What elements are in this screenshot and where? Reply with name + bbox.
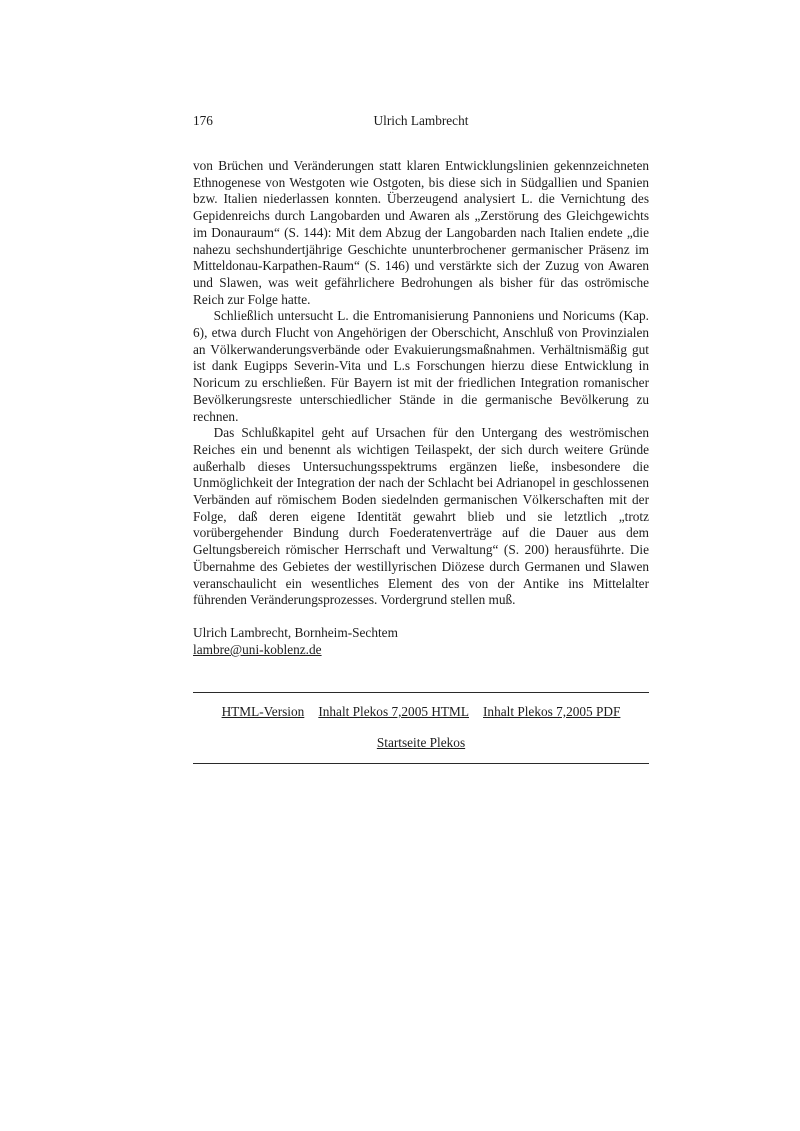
document-page <box>193 113 649 764</box>
nav-link-inhalt-pdf[interactable]: Inhalt Plekos 7,2005 PDF <box>483 703 621 719</box>
nav-link-inhalt-html[interactable]: Inhalt Plekos 7,2005 HTML <box>318 703 469 719</box>
email-line <box>193 641 649 658</box>
running-title: Ulrich Lambrecht <box>373 113 469 128</box>
body-paragraph: Schließlich untersucht L. die Entromanisierung Pannoniens und Noricums (Kap. 6), etwa durch Flucht von Angehörigen der Oberschicht, Anschluß von Provinzialen an Völkerwanderungsverbände oder Evakuierungsmaßnahmen. Verhältnismäßig gut ist dank Eugipps Severin-Vita und L.s Forschungen hierzu diese Entwicklung in Noricum zu erschließen. Für Bayern ist mit der friedlichen Integration romanischer Bevölkerungsreste unterschiedlicher Stände in die germanische Bevölkerung zu rechnen. <box>193 308 649 424</box>
email-link[interactable]: lambre@uni-koblenz.de <box>193 641 322 657</box>
page-number: 176 <box>193 113 213 128</box>
divider-bottom <box>193 763 649 764</box>
review-body <box>193 158 649 609</box>
page-header <box>193 113 649 129</box>
author-signature <box>193 624 649 658</box>
footer-home <box>193 734 649 751</box>
footer-nav <box>193 703 649 720</box>
divider-top <box>193 692 649 693</box>
body-paragraph: Das Schlußkapitel geht auf Ursachen für den Untergang des weströmischen Reiches ein und benennt als wichtigen Teilaspekt, der sich durch weitere Gründe außerhalb dieses Untersuchungsspektrums ergänzen ließe, insbesondere die Unmöglichkeit der Integration der nach der Schlacht bei Adrianopel in geschlossenen Verbänden auf römischem Boden siedelnden germanischen Völkerschaften mit der Folge, daß deren eigene Identität gewahrt blieb und sie letztlich „trotz vorübergehender Bindung durch Foederatenverträge auf die Dauer aus dem Geltungsbereich römischer Herrschaft und Verwaltung“ (S. 200) herausführte. Die Übernahme des Gebietes der westillyrischen Diözese durch Germanen und Slawen veranschaulicht ein wesentliches Element des von der Antike ins Mittelalter führenden Veränderungsprozesses. Vordergrund stellen muß. <box>193 425 649 608</box>
author-address-line: Ulrich Lambrecht, Bornheim-Sechtem <box>193 624 398 640</box>
nav-link-html-version[interactable]: HTML-Version <box>221 703 305 719</box>
body-paragraph: von Brüchen und Veränderungen statt klaren Entwicklungslinien gekennzeichneten Ethnogenese von Westgoten wie Ostgoten, bis diese sich in Südgallien und Spanien bzw. Italien niederlassen konnten. Überzeugend analysiert L. die Vernichtung des Gepidenreichs durch Langobarden und Awaren als „Zerstörung des Gleichgewichts im Donauraum“ (S. 144): Mit dem Abzug der Langobarden nach Italien endete „die nahezu sechshundertjährige Geschichte ununterbrochener germanischer Präsenz im Mitteldonau-Karpathen-Raum“ (S. 146) und verstärkte sich der Zuzug von Awaren und Slawen, was weit gefährlichere Bedrohungen als bisher für das oströmische Reich zur Folge hatte. <box>193 158 649 307</box>
nav-link-startseite[interactable]: Startseite Plekos <box>376 734 466 750</box>
